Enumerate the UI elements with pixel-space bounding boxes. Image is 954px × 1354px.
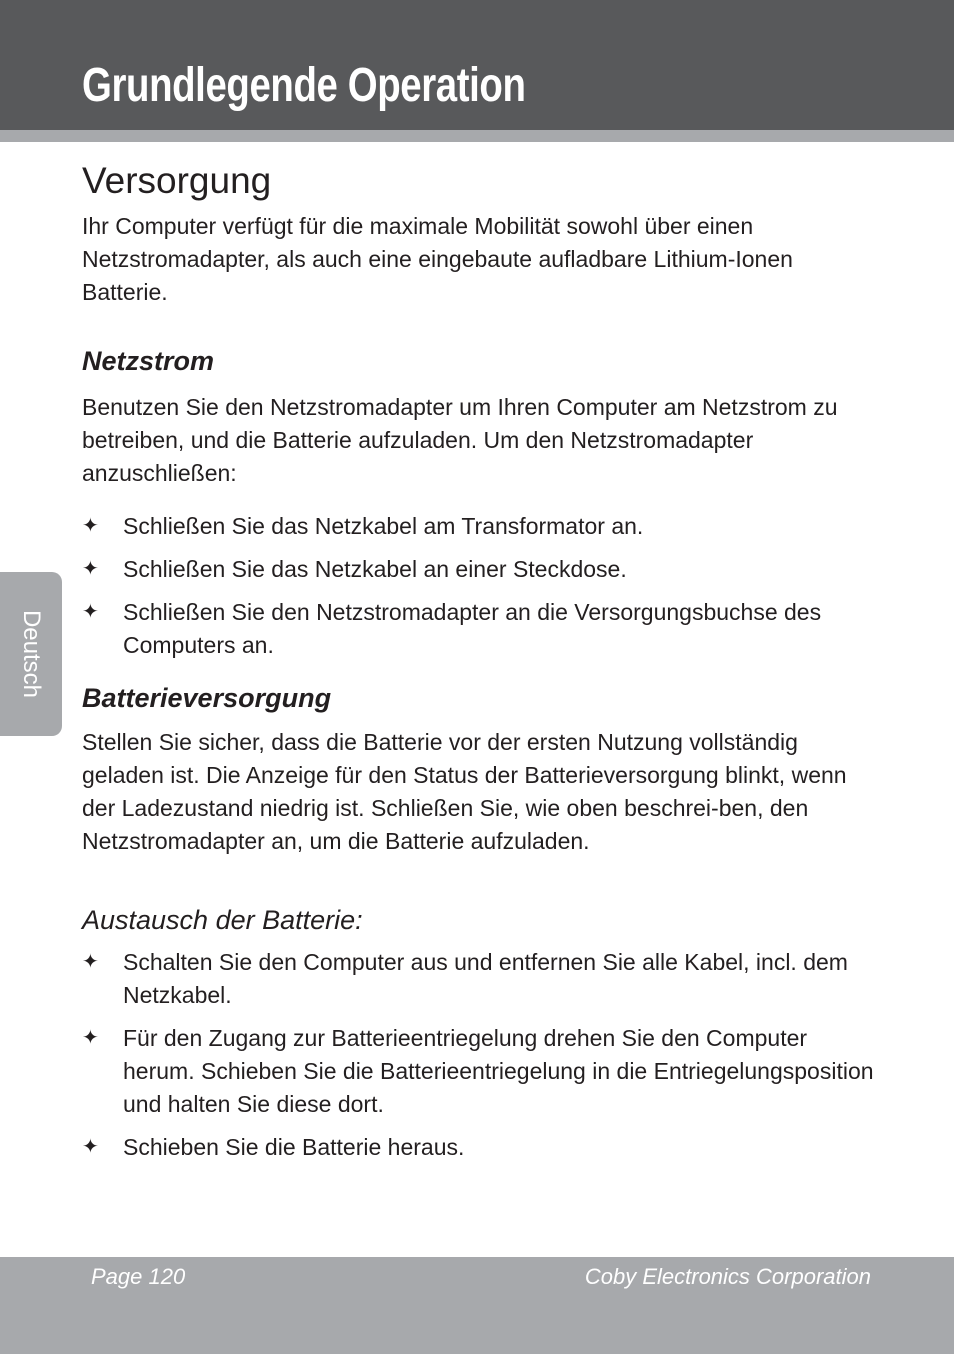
list-item [82, 510, 882, 543]
batterie-heading: Batterieversorgung [82, 683, 332, 713]
bullet-star-icon: ✦ [82, 1136, 99, 1158]
chapter-title: Grundlegende Operation [82, 59, 526, 112]
list-item-text: Für den Zugang zur Batterieentriegelung drehen Sie den Computer herum. Schieben Sie die Batterieentriegelung in die Entriegelungsposition und halten Sie diese dort. [123, 1025, 874, 1117]
header-divider [0, 130, 954, 142]
company-name: Coby Electronics Corporation [584, 1264, 871, 1289]
bullet-star-icon: ✦ [82, 601, 99, 623]
list-item-text: Schließen Sie das Netzkabel am Transformator an. [123, 513, 644, 539]
austausch-list [82, 946, 882, 1164]
bullet-star-icon: ✦ [82, 558, 99, 580]
bullet-star-icon: ✦ [82, 515, 99, 537]
list-item [82, 596, 882, 662]
batterie-text: Stellen Sie sicher, dass die Batterie vor der ersten Nutzung vollständig geladen ist. Die Anzeige für den Status der Batterieversorgung blinkt, wenn der Ladezustand niedrig ist. Schließen Sie, wie oben beschrei-ben, den Netzstromadapter an, um die Batterie aufzuladen. [82, 729, 847, 854]
footer-bar [0, 1257, 954, 1354]
netzstrom-text: Benutzen Sie den Netzstromadapter um Ihren Computer am Netzstrom zu betreiben, und die Batterie aufzuladen. Um den Netzstromadapter anzuschließen: [82, 394, 838, 486]
page-number: Page 120 [91, 1264, 186, 1289]
section-title: Versorgung [82, 160, 272, 201]
list-item [82, 1131, 882, 1164]
language-tab-label: Deutsch [18, 609, 45, 699]
language-tab [0, 572, 62, 736]
section-intro: Ihr Computer verfügt für die maximale Mobilität sowohl über einen Netzstromadapter, als auch eine eingebaute aufladbare Lithium-Ionen Batterie. [82, 213, 793, 305]
netzstrom-list [82, 510, 882, 662]
page-content [82, 158, 882, 1174]
list-item-text: Schalten Sie den Computer aus und entfernen Sie alle Kabel, incl. dem Netzkabel. [123, 949, 848, 1008]
bullet-star-icon: ✦ [82, 1027, 99, 1049]
netzstrom-heading: Netzstrom [82, 346, 215, 376]
list-item [82, 946, 882, 1012]
header-bar [0, 0, 954, 130]
list-item-text: Schließen Sie den Netzstromadapter an die Versorgungsbuchse des Computers an. [123, 599, 822, 658]
austausch-heading: Austausch der Batterie: [82, 905, 363, 935]
list-item-text: Schieben Sie die Batterie heraus. [123, 1134, 465, 1160]
list-item [82, 553, 882, 586]
list-item [82, 1022, 882, 1121]
bullet-star-icon: ✦ [82, 951, 99, 973]
list-item-text: Schließen Sie das Netzkabel an einer Steckdose. [123, 556, 627, 582]
